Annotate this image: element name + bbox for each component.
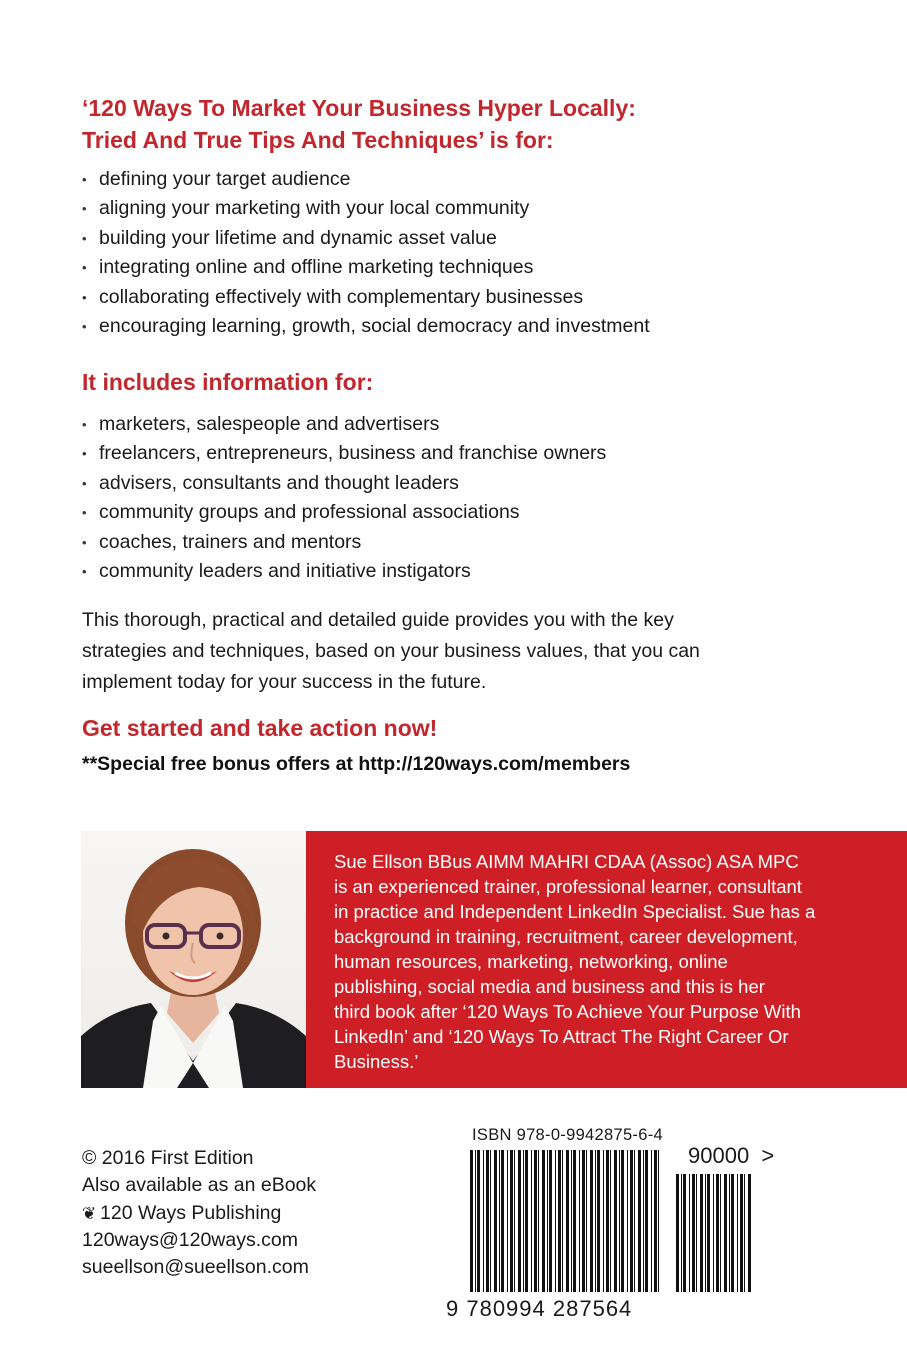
author-bio-line: LinkedIn’ and ‘120 Ways To Attract The Right Career Or — [334, 1026, 789, 1047]
author-photo — [81, 831, 306, 1088]
author-bio-line: Business.’ — [334, 1051, 419, 1072]
list-item: • aligning your marketing with your local community — [82, 194, 650, 223]
bonus-offer-text: **Special free bonus offers at http://120ways.com/members — [82, 753, 631, 775]
list-item: • marketers, salespeople and advertisers — [82, 410, 606, 439]
list-item: • collaborating effectively with complementary businesses — [82, 283, 650, 312]
list-item: • integrating online and offline marketing techniques — [82, 253, 650, 282]
isbn-barcode — [446, 1126, 776, 1326]
author-bio-line: Sue Ellson BBus AIMM MAHRI CDAA (Assoc) ASA MPC — [334, 851, 799, 872]
list-item: • encouraging learning, growth, social democracy and investment — [82, 312, 650, 341]
intro-heading — [82, 92, 636, 156]
summary-line: implement today for your success in the future. — [82, 671, 487, 693]
ean-digits: 9 780994 287564 — [446, 1296, 633, 1321]
author-bio-line: human resources, marketing, networking, online — [334, 951, 728, 972]
list-item: • freelancers, entrepreneurs, business and franchise owners — [82, 439, 606, 468]
summary-paragraph — [82, 605, 802, 698]
price-code-digits: 90000 — [688, 1143, 750, 1168]
email-link[interactable]: sueellson@sueellson.com — [82, 1256, 309, 1279]
list-item: • coaches, trainers and mentors — [82, 528, 606, 557]
list-item: • advisers, consultants and thought leaders — [82, 469, 606, 498]
summary-line: strategies and techniques, based on your business values, that you can — [82, 640, 700, 662]
edition-text: © 2016 First Edition — [82, 1147, 254, 1169]
intro-bullet-list — [82, 165, 650, 341]
ebook-text: Also available as an eBook — [82, 1174, 317, 1197]
list-item: • defining your target audience — [82, 165, 650, 194]
author-bio-line: publishing, social media and business and this is her — [334, 976, 765, 997]
author-portrait-illustration — [81, 831, 306, 1088]
audience-bullet-list — [82, 410, 606, 586]
intro-heading-line2: Tried And True Tips And Techniques’ is for: — [82, 127, 554, 153]
audience-heading: It includes information for: — [82, 369, 374, 395]
barcode-bars — [446, 1126, 776, 1296]
author-bio-line: third book after ‘120 Ways To Achieve Your Purpose With — [334, 1001, 801, 1022]
list-item: • community groups and professional associations — [82, 498, 606, 527]
list-item: • community leaders and initiative instigators — [82, 557, 606, 586]
colophon — [82, 1145, 316, 1281]
author-bio-panel — [306, 831, 907, 1088]
publisher-line — [82, 1200, 316, 1227]
isbn-number: ISBN 978-0-9942875-6-4 — [472, 1126, 663, 1144]
intro-heading-line1: ‘120 Ways To Market Your Business Hyper Locally: — [82, 95, 636, 121]
cta-heading: Get started and take action now! — [82, 715, 438, 741]
price-arrow: > — [761, 1143, 775, 1168]
author-bio-line: is an experienced trainer, professional learner, consultant — [334, 876, 802, 897]
publisher-logo-icon: ❦ — [82, 1203, 97, 1223]
list-item: • building your lifetime and dynamic asset value — [82, 224, 650, 253]
publisher-name: 120 Ways Publishing — [100, 1201, 282, 1224]
author-bio-line: in practice and Independent LinkedIn Specialist. Sue has a — [334, 901, 816, 922]
email-link[interactable]: 120ways@120ways.com — [82, 1228, 298, 1251]
summary-line: This thorough, practical and detailed guide provides you with the key — [82, 609, 674, 631]
author-bio — [334, 849, 894, 1074]
author-bio-line: background in training, recruitment, career development, — [334, 926, 798, 947]
